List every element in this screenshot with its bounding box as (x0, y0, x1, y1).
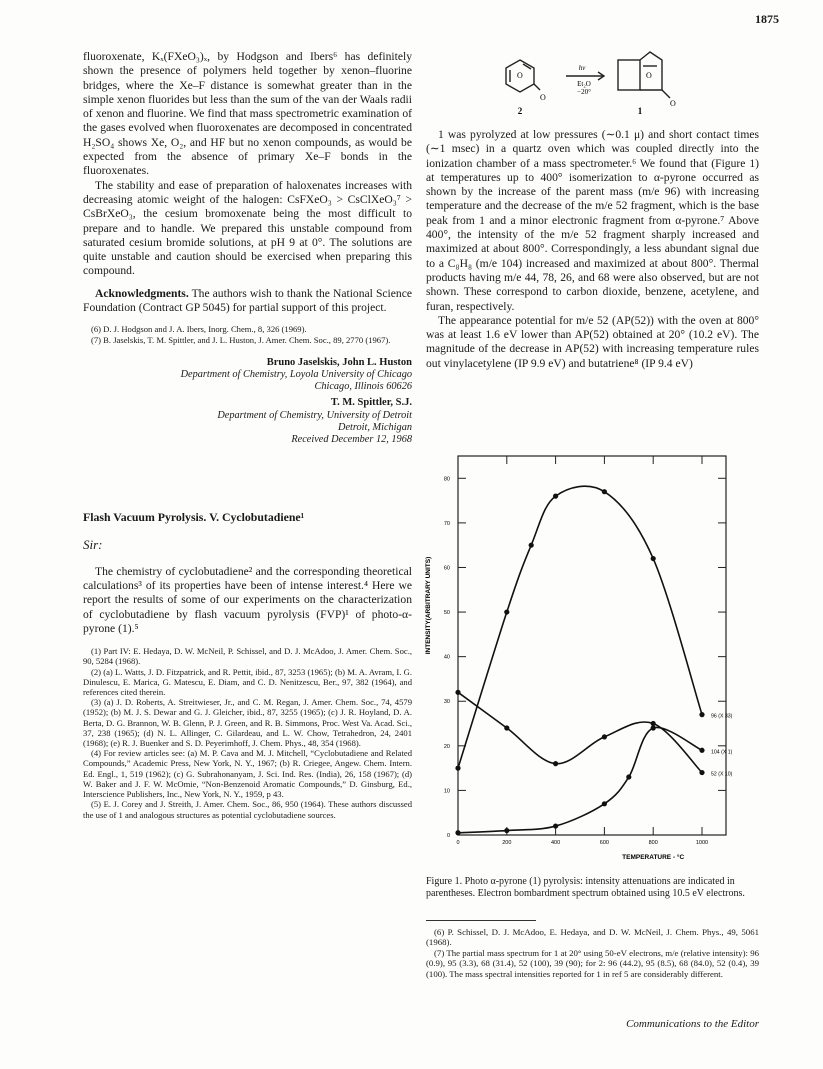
data-point (602, 489, 607, 494)
data-point (651, 725, 656, 730)
paragraph: The chemistry of cyclobutadiene² and the corresponding theoretical calculations³ of its properties have been of intense interest.⁴ Here we report the results of some of our experiments on the characterization of cyclobutadiene by flash vacuum pyrolysis (FVP)¹ of photo-α-pyrone (1).⁵ (83, 564, 412, 635)
x-tick-label: 400 (551, 840, 561, 846)
series-label: 96 (X 33) (711, 713, 733, 720)
reagent-temp: −20° (577, 88, 591, 96)
author-name: T. M. Spittler, S.J. (330, 397, 412, 409)
reference: (7) B. Jaselskis, T. M. Spittler, and J. L. Huston, J. Amer. Chem. Soc., 89, 2770 (1967). (91, 334, 391, 345)
data-point (626, 774, 631, 779)
x-tick-label: 0 (456, 840, 460, 846)
affiliation: Detroit, Michigan (338, 421, 412, 433)
y-tick-label: 10 (443, 788, 450, 795)
affiliation: Department of Chemistry, University of Detroit (217, 409, 412, 421)
svg-text:O: O (670, 99, 676, 108)
data-point (504, 609, 509, 614)
series-line (458, 486, 702, 768)
author-names: Bruno Jaselskis, John L. Huston (266, 356, 412, 368)
footnote-rule (426, 920, 536, 921)
footnotes (83, 646, 412, 819)
signature-block (83, 357, 412, 446)
left-column (83, 50, 412, 820)
data-point (455, 830, 460, 835)
svg-text:O: O (540, 93, 546, 102)
reaction-scheme (500, 48, 700, 118)
affiliation: Department of Chemistry, Loyola University of Chicago (180, 368, 412, 380)
y-axis-label: INTENSITY(ARBITRARY UNITS) (425, 556, 432, 655)
article-title: Flash Vacuum Pyrolysis. V. Cyclobutadiene¹ (83, 510, 305, 525)
y-tick-label: 80 (443, 476, 450, 483)
paragraph: fluoroxenate, Kₓ(FXeO₃)ₓ, by Hodgson and Ibers⁶ has definitely shown the presence of polymers held together by xenon–fluorine bridges, where the Xe–F distance is somewhat greater than in the simple xenon fluorides but less than the sum of the van der Waals radii of xenon and fluorine. We find that mass spectrometric examination of the gases evolved when fluoroxenates are decomposed in concentrated H₂SO₄ shows Xe, O₂, and HF but no xenon compounds, as would be expected from the absence of primary Xe–F bonds in the fluoroxenates. (83, 50, 412, 178)
x-tick-label: 200 (502, 840, 512, 846)
series-line (458, 692, 702, 772)
data-point (553, 494, 558, 499)
footnote: (7) The partial mass spectrum for 1 at 20° using 50-eV electrons, m/e (relative intensity): 96 (0.9), 95 (3.3), 68 (31.4), 52 (100), 39 (90); for 2: 96 (44.2), 95 (8.5), 68 (84.0), 52 (0.4), 39 (100). The mass spectral intensities reported for 1 in ref 5 are considerably different. (426, 947, 759, 979)
series-label: 52 (X 10) (711, 771, 733, 778)
x-tick-label: 800 (648, 840, 658, 846)
footnote: (3) (a) J. D. Roberts, A. Streitwieser, Jr., and C. M. Regan, J. Amer. Chem. Soc., 74, 4579 (1952); (b) M. J. S. Dewar and G. J. Gleicher, ibid., 87, 3255 (1965); (c) J. R. Hoyland, D. A. Berta, D. G. Brannon, W. B. Glenn, P. J. Green, and R. B. Simmons, Proc. West Va. Acad. Sci., 37, 238 (1965); (d) N. L. Allinger, C. Gilardeau, and L. W. Chow, Tetrahedron, 24, 2401 (1968); (e) R. J. Buenker and S. D. Peyerimhoff, J. Chem. Phys., 48, 354 (1968). (83, 697, 412, 749)
right-column (426, 128, 759, 371)
footnote: (1) Part IV: E. Hedaya, D. W. McNeil, P. Schissel, and D. J. McAdoo, J. Amer. Chem. Soc., 90, 5284 (1968). (83, 646, 412, 667)
affiliation: Chicago, Illinois 60626 (314, 381, 412, 393)
footnote: (2) (a) L. Watts, J. D. Fitzpatrick, and R. Pettit, ibid., 87, 3253 (1965); (b) M. A. Avram, I. G. Dinulescu, E. Marica, G. Matescu, E. Diam, and C. D. Nenitzescu, Ber., 97, 382 (1964), and references cited therein. (83, 666, 412, 698)
salutation: Sir: (83, 537, 103, 553)
journal-section-footer: Communications to the Editor (626, 1018, 759, 1030)
figure-caption: Figure 1. Photo α-pyrone (1) pyrolysis: intensity attenuations are indicated in parentheses. Electron bombardment spectrum obtained using 10.5 eV electrons. (426, 876, 745, 899)
acknowledgments (83, 287, 412, 316)
y-tick-label: 20 (443, 743, 450, 750)
data-point (602, 734, 607, 739)
series-line (458, 727, 702, 832)
y-tick-label: 60 (443, 565, 450, 572)
references (83, 324, 412, 344)
footnote: (6) P. Schissel, D. J. McAdoo, E. Hedaya, and D. W. McNeil, J. Chem. Phys., 49, 5061 (1968). (426, 927, 759, 948)
data-point (553, 761, 558, 766)
data-point (651, 721, 656, 726)
footnotes-right (426, 927, 759, 979)
compound-label-2: 2 (517, 106, 523, 116)
x-tick-label: 1000 (695, 840, 709, 846)
x-tick-label: 600 (599, 840, 609, 846)
ack-label: Acknowledgments. (95, 286, 189, 300)
page-number: 1875 (755, 12, 779, 26)
y-tick-label: 0 (446, 833, 450, 839)
received-date: Received December 12, 1968 (291, 433, 412, 445)
footnote: (5) E. J. Corey and J. Streith, J. Amer. Chem. Soc., 86, 950 (1964). These authors discussed the use of 1 and analogous structures as potential cyclobutadiene sources. (83, 799, 412, 820)
data-point (455, 690, 460, 695)
data-point (553, 823, 558, 828)
intensity-temperature-chart (408, 448, 768, 873)
data-point (651, 556, 656, 561)
series-label: 104 (X 1) (711, 749, 733, 756)
x-axis-label: TEMPERATURE - °C (622, 854, 685, 861)
paragraph: The stability and ease of preparation of haloxenates increases with decreasing atomic weight of the halogen: CsFXeO₃ > CsClXeO₃⁷ > CsBrXeO₃, the cesium bromoxenate being the most difficult to prepare and to handle. We prepared this unstable compound from saturated cesium bromide solutions, at pH 9 at 0°. The solutions are quite unstable and caution should be exercised when preparing this compound. (83, 178, 412, 278)
data-point (699, 712, 704, 717)
data-point (455, 766, 460, 771)
paragraph: 1 was pyrolyzed at low pressures (∼0.1 μ) and short contact times (∼1 msec) in a quartz oven which was coupled directly into the ionization chamber of a mass spectrometer.⁶ We found that (Figure 1) at temperatures up to 400° isomerization to α-pyrone occurred as shown by the increase of the parent mass (m/e 96) with increasing temperature and the decrease of the m/e 52 fragment, which is the base peak from 1 and a minor electronic fragment from α-pyrone.⁷ Above 400°, the intensity of the m/e 52 fragment sharply increased and maximized at about 800°. Correspondingly, a less abundant signal due to a C₈H₈ (m/e 104) increased and maximized at about 800°. Thermal products having m/e 44, 78, 26, and 68 were also observed, but are not shown. These correspond to carbon dioxide, benzene, acetylene, and furan, respectively. (426, 128, 759, 313)
data-point (529, 543, 534, 548)
reagent-solvent: Et₂O (577, 80, 591, 88)
ack-text: The authors wish to thank the National Science Foundation (Contract GP 5045) for partial support of this project. (83, 286, 412, 315)
reference: (6) D. J. Hodgson and J. A. Ibers, Inorg. Chem., 8, 326 (1969). (91, 324, 307, 335)
y-tick-label: 40 (443, 654, 450, 661)
data-point (504, 828, 509, 833)
data-point (602, 801, 607, 806)
data-point (699, 748, 704, 753)
y-tick-label: 70 (443, 520, 450, 527)
svg-text:O: O (517, 71, 523, 80)
data-point (504, 725, 509, 730)
y-tick-label: 30 (443, 699, 450, 706)
footnote: (4) For review articles see: (a) M. P. Cava and M. J. Mitchell, “Cyclobutadiene and Related Compounds,” Academic Press, New York, N. Y., 1967; (b) R. Criegee, Angew. Chem. Intern. Ed. Engl., 1, 519 (1962); (c) G. Subrahonanyam, J. Sci. Ind. Res. (India), 26, 158 (1967); (d) W. Baker and J. F. W. McOmie, “Non-Benzenoid Aromatic Compounds,” D. Ginsburg, Ed., Interscience Publishers, Inc., New York, N. Y., 1959, p 43. (83, 748, 412, 800)
plot-frame (458, 456, 726, 835)
reagent-light: hν (578, 64, 586, 72)
paragraph: The appearance potential for m/e 52 (AP(52)) with the oven at 800° was at least 1.6 eV lower than AP(52) obtained at 20° (10.2 eV). The magnitude of the decrease in AP(52) with increasing temperature rules out vinylacetylene (IP 9.9 eV) and butatriene⁸ (IP 9.4 eV) (426, 313, 759, 370)
data-point (699, 770, 704, 775)
svg-text:O: O (646, 71, 652, 80)
compound-label-1: 1 (637, 106, 643, 116)
y-tick-label: 50 (443, 610, 450, 617)
